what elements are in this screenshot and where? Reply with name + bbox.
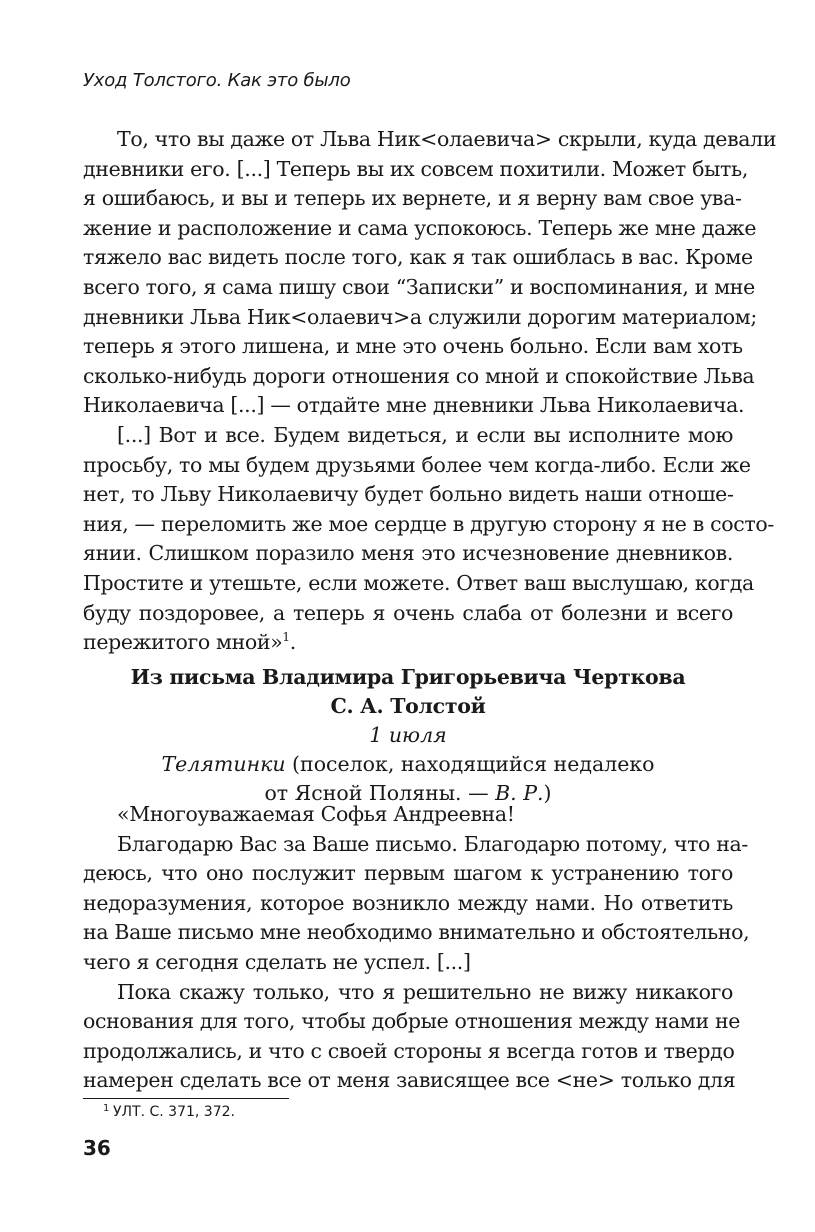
heading-title-line-1: Из письма Владимира Григорьевича Черткова — [130, 665, 686, 689]
text-line: ния, — переломить же мое сердце в другую сторону я не в состо- — [83, 511, 774, 536]
heading-place-close: ) — [543, 781, 552, 805]
text-line: тяжело вас видеть после того, как я так ошиблась в вас. Кроме — [83, 245, 753, 270]
text-line: деюсь, что оно послужит первым шагом к устранению того — [83, 861, 733, 886]
page-number: 36 — [83, 1136, 111, 1160]
heading-place-note: (поселок, находящийся недалеко — [285, 752, 655, 776]
text-line: [...] Вот и все. Будем видеться, и если вы исполните мою — [117, 422, 733, 447]
text-line: на Ваше письмо мне необходимо внимательно и обстоятельно, — [83, 920, 750, 945]
text-line: сколько-нибудь дороги отношения со мной и спокойствие Льва — [83, 363, 755, 388]
text-line: теперь я этого лишена, и мне это очень больно. Если вам хоть — [83, 334, 743, 359]
section-heading — [83, 663, 733, 808]
text-line: Простите и утешьте, если можете. Ответ ваш выслушаю, когда — [83, 570, 754, 595]
footnote-number: 1 — [103, 1103, 110, 1114]
text-line: янии. Слишком поразило меня это исчезновение дневников. — [83, 541, 733, 566]
heading-title-line-2: С. А. Толстой — [330, 694, 486, 718]
editor-initials: В. Р. — [495, 781, 544, 805]
heading-place-name: Телятинки — [161, 752, 286, 776]
text-line: просьбу, то мы будем друзьями более чем когда-либо. Если же — [83, 452, 751, 477]
text-line-content: пережитого мной» — [83, 630, 283, 655]
text-line: чего я сегодня сделать не успел. [...] — [83, 949, 471, 974]
footnote-divider — [83, 1098, 289, 1099]
heading-place-line-1 — [83, 750, 733, 779]
text-line: намерен сделать все от меня зависящее все <не> только для — [83, 1068, 736, 1093]
text-line: Николаевича [...] — отдайте мне дневники Льва Николаевича. — [83, 393, 745, 418]
heading-date: 1 июля — [369, 723, 447, 747]
text-line: дневники его. [...] Теперь вы их совсем похитили. Может быть, — [83, 156, 749, 181]
text-line: «Многоуважаемая Софья Андреевна! — [117, 802, 515, 826]
footnote-text: УЛТ. С. 371, 372. — [113, 1104, 235, 1120]
text-line: недоразумения, которое возникло между нами. Но ответить — [83, 890, 733, 915]
text-line: То, что вы даже от Льва Ник<олаевича> скрыли, куда девали — [117, 127, 777, 151]
text-line: жение и расположение и сама успокоюсь. Теперь же мне даже — [83, 215, 757, 240]
text-line: Пока скажу только, что я решительно не вижу никакого — [117, 979, 733, 1004]
text-line: я ошибаюсь, и вы и теперь их вернете, и я верну вам свое ува- — [83, 186, 742, 211]
letter-text-block-1 — [83, 125, 777, 658]
heading-place-note-cont: от Ясной Поляны. — — [264, 781, 496, 805]
text-line: всего того, я сама пишу свои “Записки” и воспоминания, и мне — [83, 274, 755, 299]
text-line: дневники Льва Ник<олаевич>а служили дорогим материалом; — [83, 304, 757, 329]
letter-text-block-2 — [83, 800, 750, 1096]
text-line: буду поздоровее, а теперь я очень слаба от болезни и всего — [83, 600, 733, 625]
footnote-reference[interactable]: 1 — [282, 630, 290, 645]
text-line: основания для того, чтобы добрые отношения между нами не — [83, 1009, 741, 1034]
text-line: продолжались, и что с своей стороны я всегда готов и твердо — [83, 1038, 735, 1063]
running-head: Уход Толстого. Как это было — [83, 70, 351, 91]
text-line: Благодарю Вас за Ваше письмо. Благодарю потому, что на- — [117, 831, 748, 856]
text-line-with-footnote: пережитого мной»$^1$. — [83, 630, 296, 655]
footnote — [103, 1103, 235, 1121]
text-line: нет, то Льву Николаевичу будет больно видеть наши отноше- — [83, 482, 734, 507]
